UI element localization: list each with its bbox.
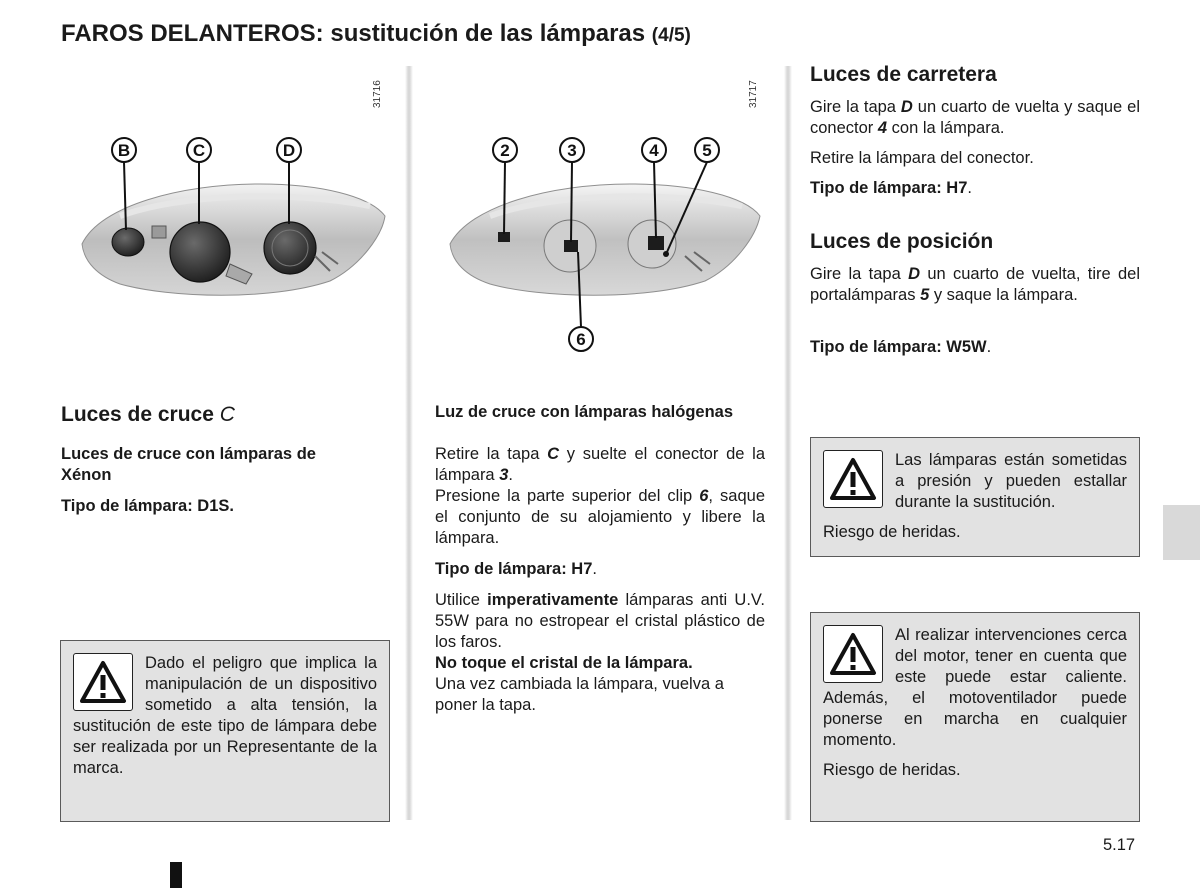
- instruction-remove-lamp: Retire la lámpara del conector.: [810, 149, 1034, 167]
- page-number: 5.17: [1103, 836, 1136, 854]
- warning-box-pressure: [810, 437, 1140, 557]
- figure-label: C: [192, 141, 206, 160]
- headlamp-figure-halogen: [430, 66, 766, 360]
- figure-label: 2: [500, 141, 510, 160]
- warning-triangle-icon: [823, 450, 883, 508]
- instruction-replace-cap: Una vez cambiada la lámpara, vuelva a poner la tapa.: [435, 675, 724, 714]
- instruction-high-beam: Gire la tapa D un cuarto de vuelta y saque el conector 4 con la lámpara.: [810, 98, 1140, 137]
- warning-box-engine: [810, 612, 1140, 822]
- figure-label: 5: [702, 141, 712, 160]
- heading-letter: C: [219, 403, 235, 426]
- instruction-do-not-touch: No toque el cristal de la lámpara.: [435, 654, 693, 672]
- figure-label: 4: [649, 141, 659, 160]
- figure-ref-number: 31716: [372, 80, 383, 108]
- figure-ref-number: 31717: [748, 80, 759, 108]
- page-title-part: (4/5): [651, 25, 691, 46]
- figure-label: 6: [576, 330, 586, 349]
- warning-text-risk: Riesgo de heridas.: [823, 761, 961, 779]
- instruction-uv-lamps: Utilice imperativamente lámparas anti U.V. 55W para no estropear el cristal plástico de los faros.: [435, 591, 765, 651]
- section-heading-position: Luces de posición: [810, 230, 994, 253]
- figure-label: 3: [567, 141, 577, 160]
- warning-text-risk: Riesgo de heridas.: [823, 523, 961, 541]
- warning-text: Al realizar intervenciones cerca del motor, tener en cuenta que este puede estar caliente. Además, el motoventilador puede ponerse en marcha en cualquier momento.: [823, 626, 1127, 749]
- warning-text: Dado el peligro que implica la manipulación de un dispositivo sometido a alta tensión, la sustitución de este tipo de lámpara debe ser realizada por un Representante de la marca.: [73, 654, 377, 777]
- crop-mark: [170, 862, 182, 888]
- subheading-halogen: Luz de cruce con lámparas halógenas: [435, 403, 734, 421]
- headlamp-figure-xenon: [60, 66, 392, 341]
- chapter-tab: [1163, 505, 1200, 560]
- instruction-position-light: Gire la tapa D un cuarto de vuelta, tire del portalámparas 5 y saque la lámpara.: [810, 265, 1140, 304]
- column-separator: [784, 66, 792, 820]
- lamp-type-w5w: Tipo de lámpara: W5W.: [810, 338, 992, 356]
- warning-box-high-voltage: [60, 640, 390, 822]
- lamp-type-h7: Tipo de lámpara: H7.: [810, 179, 972, 197]
- warning-triangle-icon: [823, 625, 883, 683]
- column-separator: [405, 66, 413, 820]
- figure-label: D: [282, 141, 296, 160]
- warning-text: Las lámparas están sometidas a presión y pueden estallar durante la sustitución.: [895, 451, 1127, 511]
- subheading-xenon: Luces de cruce con lámparas de Xénon: [61, 445, 316, 484]
- instruction-remove-cap: Retire la tapa C y suelte el conector de la lámpara 3.: [435, 445, 765, 484]
- page-title: FAROS DELANTEROS: sustitución de las lámparas (4/5): [61, 20, 691, 47]
- figure-label: B: [117, 141, 131, 160]
- instruction-press-clip: Presione la parte superior del clip 6, saque el conjunto de su alojamiento y libere la lámpara.: [435, 487, 766, 547]
- warning-triangle-icon: [73, 653, 133, 711]
- section-heading-high-beam: Luces de carretera: [810, 63, 997, 86]
- section-heading-low-beam: Luces de cruce C: [61, 403, 235, 426]
- lamp-type-h7: Tipo de lámpara: H7.: [435, 560, 597, 578]
- lamp-type-d1s: Tipo de lámpara: D1S.: [61, 497, 234, 515]
